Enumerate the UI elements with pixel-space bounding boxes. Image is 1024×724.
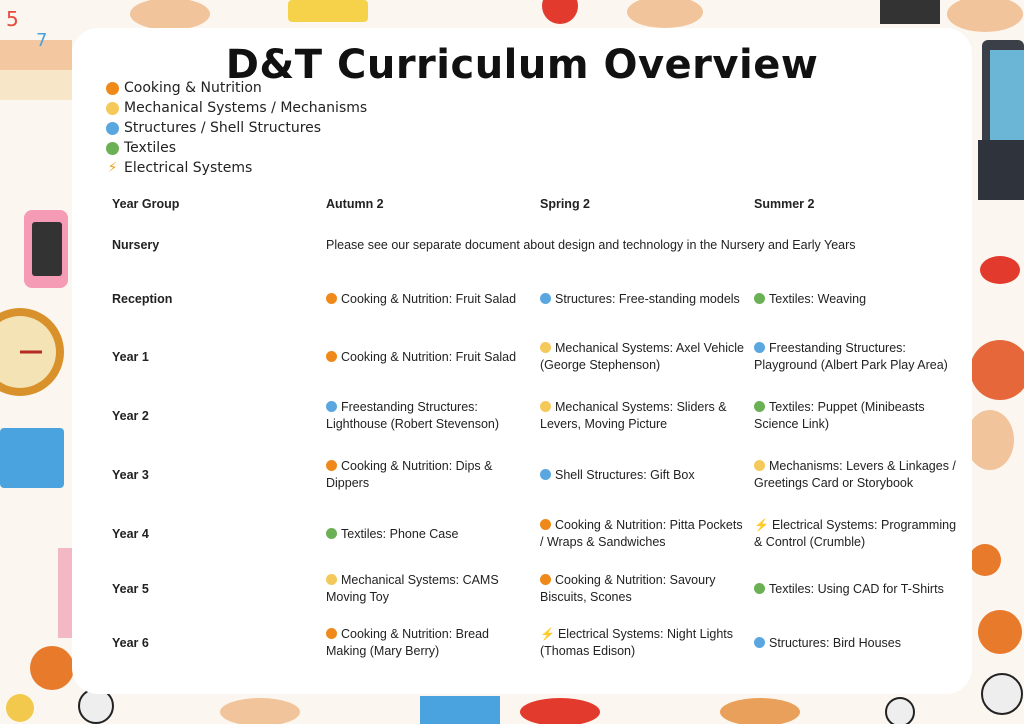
topic-cell [748, 272, 966, 326]
color-dot-icon [754, 293, 765, 304]
legend-label: Cooking & Nutrition [124, 80, 262, 96]
legend-item-electrical [106, 158, 367, 178]
topic-cell [320, 562, 534, 616]
topic-cell [748, 562, 966, 616]
legend-label: Textiles [124, 140, 177, 156]
year-label: Year 4 [112, 526, 149, 541]
topic-text: Freestanding Structures: Lighthouse (Robert Stevenson) [326, 400, 500, 431]
curriculum-card [72, 28, 972, 694]
color-dot-icon [540, 469, 551, 480]
color-dot-icon [540, 519, 551, 530]
topic-cell [534, 326, 748, 388]
header-year-group: Year Group [112, 196, 180, 211]
topic-text: Cooking & Nutrition: Fruit Salad [341, 291, 517, 306]
color-dot-icon [754, 401, 765, 412]
table-row-nursery [106, 218, 966, 272]
topic-text: Freestanding Structures: Playground (Albert Park Play Area) [754, 341, 948, 372]
topic-text: Cooking & Nutrition: Pitta Pockets / Wraps & Sandwiches [540, 518, 743, 549]
topic-cell [748, 326, 966, 388]
legend-label: Structures / Shell Structures [124, 120, 322, 136]
topic-text: Structures: Bird Houses [769, 635, 901, 650]
color-dot-icon [326, 401, 337, 412]
color-dot-icon [754, 637, 765, 648]
topic-text: Electrical Systems: Night Lights (Thomas Edison) [540, 627, 734, 658]
legend-item-structures [106, 118, 367, 138]
color-dot-icon [326, 460, 337, 471]
topic-cell [534, 444, 748, 506]
color-dot-icon [540, 401, 551, 412]
color-dot-icon [326, 293, 337, 304]
page-title: D&T Curriculum Overview [225, 42, 819, 88]
lightning-icon: ⚡ [754, 518, 769, 532]
table-header-row [106, 190, 966, 218]
topic-cell [534, 388, 748, 444]
topic-cell [320, 388, 534, 444]
header-autumn-2: Autumn 2 [326, 196, 384, 211]
table-row [106, 272, 966, 326]
topic-cell [320, 326, 534, 388]
year-label: Year 3 [112, 467, 149, 482]
color-dot-icon [106, 142, 119, 155]
table-row [106, 444, 966, 506]
legend-item-mechanical [106, 98, 367, 118]
header-spring-2: Spring 2 [540, 196, 591, 211]
color-dot-icon [106, 102, 119, 115]
topic-text: Cooking & Nutrition: Dips & Dippers [326, 459, 493, 490]
topic-text: Cooking & Nutrition: Savoury Biscuits, Scones [540, 573, 716, 604]
topic-text: Mechanical Systems: Sliders & Levers, Moving Picture [540, 400, 727, 431]
topic-text: Textiles: Puppet (Minibeasts Science Link) [754, 400, 925, 431]
topic-text: Cooking & Nutrition: Fruit Salad [341, 349, 517, 364]
color-dot-icon [540, 293, 551, 304]
nursery-note: Please see our separate document about design and technology in the Nursery and Early Years [326, 237, 856, 252]
year-label: Nursery [112, 237, 160, 252]
lightning-icon: ⚡ [107, 159, 118, 176]
topic-cell [748, 388, 966, 444]
topic-cell [534, 506, 748, 562]
table-row [106, 562, 966, 616]
legend-item-cooking [106, 78, 367, 98]
color-dot-icon [754, 583, 765, 594]
topic-text: Mechanisms: Levers & Linkages / Greetings Card or Storybook [754, 459, 956, 490]
topic-cell [534, 562, 748, 616]
topic-cell [534, 272, 748, 326]
color-dot-icon [326, 628, 337, 639]
table-row [106, 388, 966, 444]
table-row [106, 506, 966, 562]
table-row [106, 326, 966, 388]
topic-text: Mechanical Systems: CAMS Moving Toy [326, 573, 499, 604]
topic-cell [320, 272, 534, 326]
legend-item-textiles [106, 138, 367, 158]
legend [106, 78, 367, 178]
year-label: Year 6 [112, 635, 149, 650]
topic-cell [748, 506, 966, 562]
topic-text: Mechanical Systems: Axel Vehicle (George Stephenson) [540, 341, 744, 372]
topic-text: Electrical Systems: Programming & Control (Crumble) [754, 518, 957, 549]
topic-text: Structures: Free-standing models [555, 291, 740, 306]
topic-cell [320, 444, 534, 506]
topic-cell [748, 444, 966, 506]
svg-text:7: 7 [36, 30, 48, 51]
color-dot-icon [326, 351, 337, 362]
color-dot-icon [326, 574, 337, 585]
color-dot-icon [106, 122, 119, 135]
color-dot-icon [754, 342, 765, 353]
year-label: Year 1 [112, 349, 149, 364]
topic-text: Cooking & Nutrition: Bread Making (Mary Berry) [326, 627, 489, 658]
topic-text: Textiles: Weaving [769, 291, 867, 306]
topic-cell [748, 616, 966, 670]
curriculum-table [106, 190, 966, 670]
lightning-icon: ⚡ [540, 627, 555, 641]
color-dot-icon [326, 528, 337, 539]
topic-text: Textiles: Phone Case [341, 526, 459, 541]
year-label: Year 5 [112, 581, 149, 596]
year-label: Year 2 [112, 408, 149, 423]
table-row [106, 616, 966, 670]
color-dot-icon [540, 342, 551, 353]
header-summer-2: Summer 2 [754, 196, 815, 211]
color-dot-icon [106, 82, 119, 95]
svg-text:5: 5 [6, 7, 19, 31]
topic-text: Shell Structures: Gift Box [555, 467, 695, 482]
legend-label: Mechanical Systems / Mechanisms [124, 100, 368, 116]
topic-text: Textiles: Using CAD for T-Shirts [769, 581, 944, 596]
topic-cell [534, 616, 748, 670]
year-label: Reception [112, 291, 173, 306]
topic-cell [320, 506, 534, 562]
color-dot-icon [540, 574, 551, 585]
legend-label: Electrical Systems [124, 160, 253, 176]
topic-cell [320, 616, 534, 670]
color-dot-icon [754, 460, 765, 471]
